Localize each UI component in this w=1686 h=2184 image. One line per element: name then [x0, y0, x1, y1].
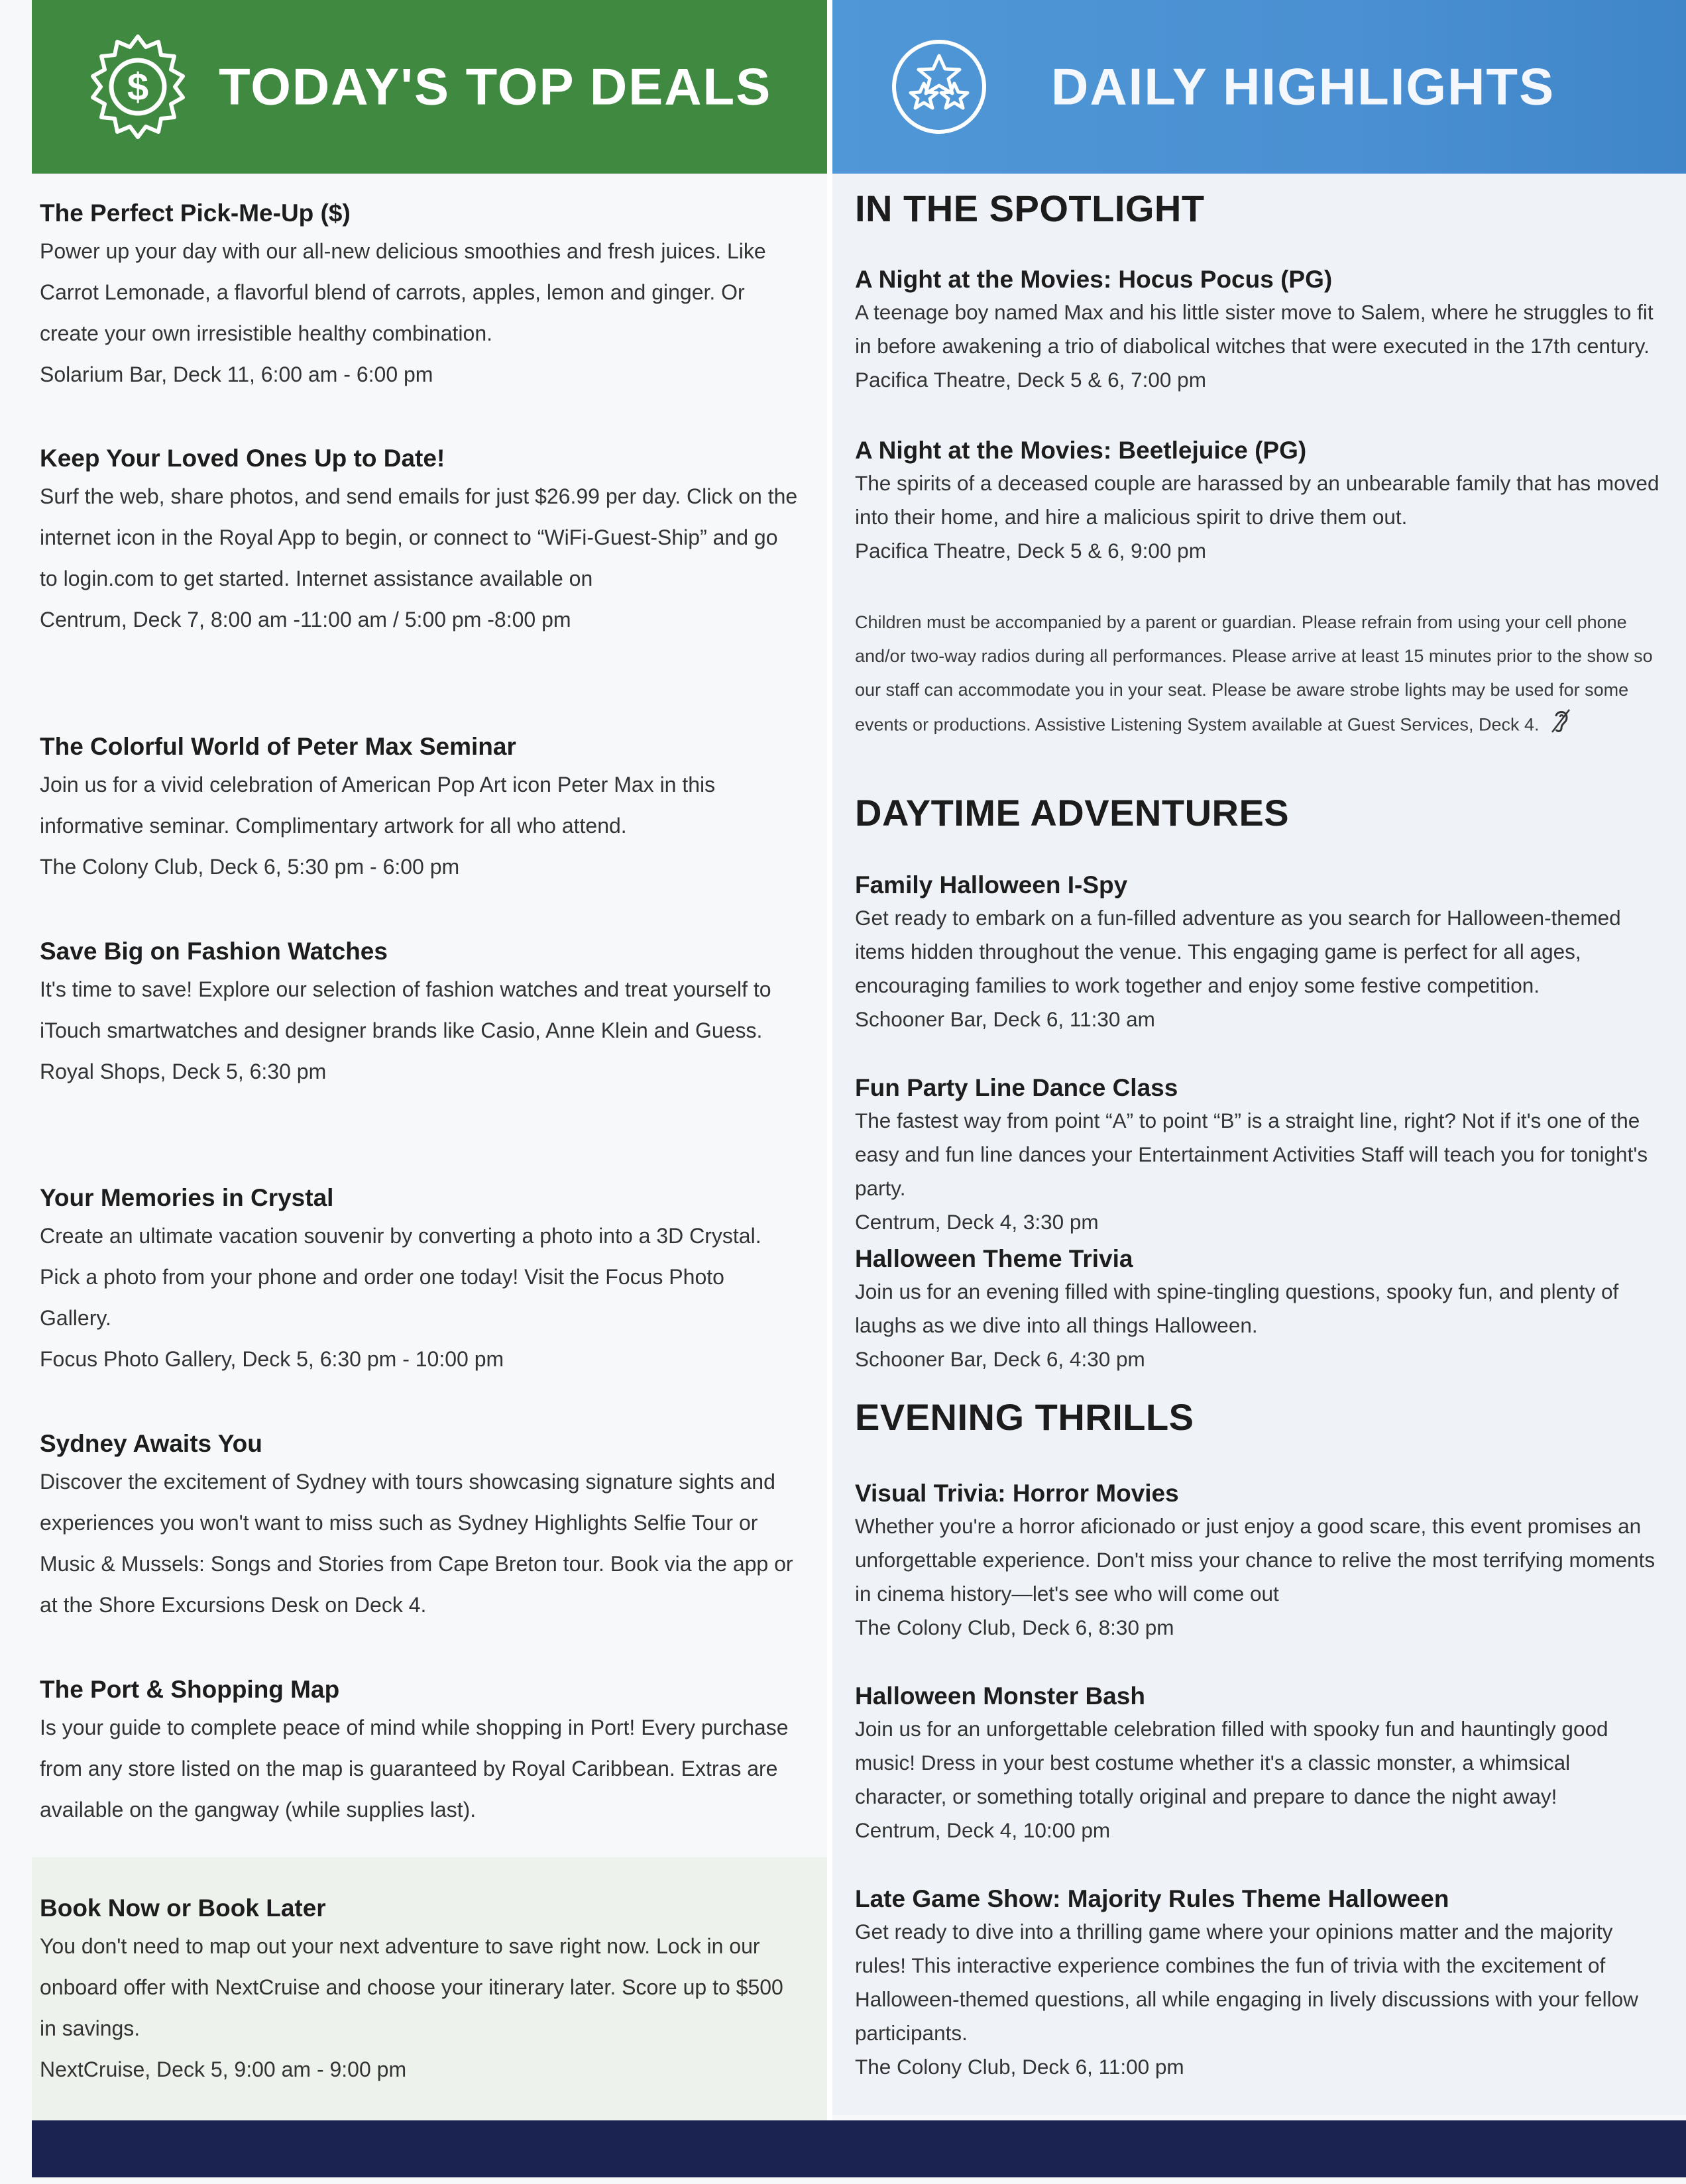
performance-notice: [855, 606, 1659, 745]
deal-title: Sydney Awaits You: [40, 1430, 262, 1457]
highlight-body: Get ready to dive into a thrilling game where your opinions matter and the majority rules! This interactive experience combines the fun of trivia with the excitement of Halloween-themed questions, all while engaging in lively discussions with your fellow participants.: [855, 1920, 1638, 2046]
deal-item: [32, 732, 827, 887]
highlight-body: Join us for an evening filled with spine-tingling questions, spooky fun, and plenty of laughs as we dive into all things Halloween.: [855, 1280, 1619, 1338]
deals-header: [32, 0, 827, 174]
highlight-title: A Night at the Movies: Hocus Pocus (PG): [855, 266, 1333, 293]
dollar-badge-icon: [85, 34, 191, 140]
highlight-title: Late Game Show: Majority Rules Theme Halloween: [855, 1885, 1449, 1912]
deal-title: Save Big on Fashion Watches: [40, 938, 388, 965]
deal-location: Centrum, Deck 7, 8:00 am -11:00 am / 5:00 pm -8:00 pm: [40, 608, 571, 632]
highlight-location: Schooner Bar, Deck 6, 4:30 pm: [855, 1347, 1145, 1372]
deals-column: [32, 174, 827, 2161]
highlight-body: The fastest way from point “A” to point “B” is a straight line, right? Not if it's one of the easy and fun line dances your Entertainment Activities Staff will teach you for tonight's party.: [855, 1109, 1648, 1201]
highlight-location: Centrum, Deck 4, 10:00 pm: [855, 1818, 1111, 1843]
highlight-location: Pacifica Theatre, Deck 5 & 6, 7:00 pm: [855, 368, 1206, 392]
highlight-item: [832, 1479, 1686, 1645]
notice-text: Children must be accompanied by a parent or guardian. Please refrain from using your cell phone and/or two-way radios during all performances. Please arrive at least 15 minutes prior to the show so our staff can accommodate you in your seat. Please be aware strobe lights may be used for some events or productions. Assistive Listening System available at Guest Services, Deck 4.: [855, 612, 1653, 735]
deal-title: Your Memories in Crystal: [40, 1184, 334, 1211]
highlight-body: A teenage boy named Max and his little sister move to Salem, where he struggles to fit in before awakening a trio of diabolical witches that were executed in the 17th century.: [855, 300, 1654, 358]
deal-location: The Colony Club, Deck 6, 5:30 pm - 6:00 pm: [40, 855, 460, 879]
deal-item: [32, 1429, 827, 1625]
highlights-header: [832, 0, 1686, 174]
deal-item: [32, 444, 827, 640]
deal-body: Is your guide to complete peace of mind while shopping in Port! Every purchase from any store listed on the map is guaranteed by Royal Caribbean. Extras are available on the gangway (while supplies last).: [40, 1716, 789, 1822]
column-divider: [827, 0, 832, 2120]
deal-location: Solarium Bar, Deck 11, 6:00 am - 6:00 pm: [40, 362, 433, 387]
deal-item: [32, 1894, 827, 2090]
highlight-title: Visual Trivia: Horror Movies: [855, 1480, 1179, 1507]
deal-item: [32, 1183, 827, 1380]
highlight-title: Halloween Theme Trivia: [855, 1245, 1133, 1272]
deal-body: Discover the excitement of Sydney with tours showcasing signature sights and experiences you won't want to miss such as Sydney Highlights Selfie Tour or Music & Mussels: Songs and Stories from Cape Breton tour. Book via the app or at the Shore Excursions Desk on Deck 4.: [40, 1470, 793, 1617]
highlight-location: The Colony Club, Deck 6, 8:30 pm: [855, 1615, 1174, 1640]
highlight-item: [832, 1682, 1686, 1847]
three-stars-icon: [889, 37, 989, 136]
deal-item: [32, 199, 827, 395]
highlight-body: Get ready to embark on a fun-filled adventure as you search for Halloween-themed items hidden throughout the venue. This engaging game is perfect for all ages, encouraging families to work together and enjoy some festive competition.: [855, 906, 1621, 998]
highlight-title: Family Halloween I-Spy: [855, 871, 1128, 899]
highlight-location: Centrum, Deck 4, 3:30 pm: [855, 1210, 1099, 1234]
highlight-body: Whether you're a horror aficionado or just enjoy a good scare, this event promises an unforgettable experience. Don't miss your chance to relive the most terrifying moments in cinema history—let's see who will come out: [855, 1514, 1656, 1606]
highlight-item: [832, 871, 1686, 1036]
deal-body: You don't need to map out your next adventure to save right now. Lock in our onboard offer with NextCruise and choose your itinerary later. Score up to $500 in savings.: [40, 1934, 783, 2041]
deal-body: Power up your day with our all-new delicious smoothies and fresh juices. Like Carrot Lemonade, a flavorful blend of carrots, apples, lemon and ginger. Or create your own irresistible healthy combination.: [40, 239, 766, 346]
highlight-item: [832, 436, 1686, 568]
highlight-item: [832, 1884, 1686, 2084]
deal-location: Royal Shops, Deck 5, 6:30 pm: [40, 1060, 327, 1084]
deal-title: The Colorful World of Peter Max Seminar: [40, 733, 516, 760]
highlight-body: The spirits of a deceased couple are harassed by an unbearable family that has moved into their home, and hire a malicious spirit to drive them out.: [855, 471, 1659, 529]
highlights-column: [832, 174, 1686, 2115]
highlights-title: DAILY HIGHLIGHTS: [1051, 57, 1555, 116]
highlight-body: Join us for an unforgettable celebration filled with spooky fun and hauntingly good music! Dress in your best costume whether it's a classic monster, a whimsical character, or something totally original and prepare to dance the night away!: [855, 1717, 1608, 1809]
highlight-location: Pacifica Theatre, Deck 5 & 6, 9:00 pm: [855, 539, 1206, 563]
highlight-item: [832, 1244, 1686, 1376]
highlight-title: A Night at the Movies: Beetlejuice (PG): [855, 437, 1307, 464]
deal-body: It's time to save! Explore our selection of fashion watches and treat yourself to iTouch smartwatches and designer brands like Casio, Anne Klein and Guess.: [40, 977, 771, 1043]
deal-body: Join us for a vivid celebration of American Pop Art icon Peter Max in this informative seminar. Complimentary artwork for all who attend.: [40, 773, 716, 838]
footer-bar: [32, 2120, 1686, 2177]
section-heading-daytime: DAYTIME ADVENTURES: [855, 792, 1290, 834]
section-heading-evening: EVENING THRILLS: [855, 1396, 1194, 1438]
deals-title: TODAY'S TOP DEALS: [219, 57, 772, 116]
deal-item: [32, 937, 827, 1092]
svg-text:$: $: [127, 66, 149, 109]
highlight-location: The Colony Club, Deck 6, 11:00 pm: [855, 2055, 1184, 2079]
highlight-item: [832, 265, 1686, 397]
deal-title: Keep Your Loved Ones Up to Date!: [40, 445, 445, 472]
highlight-title: Fun Party Line Dance Class: [855, 1074, 1178, 1101]
deal-body: Create an ultimate vacation souvenir by converting a photo into a 3D Crystal. Pick a photo from your phone and order one today! Visit the Focus Photo Gallery.: [40, 1224, 761, 1331]
deal-title: The Port & Shopping Map: [40, 1676, 340, 1703]
deal-location: NextCruise, Deck 5, 9:00 am - 9:00 pm: [40, 2057, 407, 2082]
deal-body: Surf the web, share photos, and send emails for just $26.99 per day. Click on the internet icon in the Royal App to begin, or connect to “WiFi-Guest-Ship” and go to login.com to get started. Internet assistance available on: [40, 484, 798, 591]
highlight-title: Halloween Monster Bash: [855, 1682, 1145, 1710]
highlight-item: [832, 1073, 1686, 1239]
deal-title: The Perfect Pick-Me-Up ($): [40, 199, 351, 227]
hearing-assist-icon: [1549, 707, 1572, 745]
section-heading-spotlight: IN THE SPOTLIGHT: [855, 188, 1205, 229]
highlight-location: Schooner Bar, Deck 6, 11:30 am: [855, 1007, 1155, 1032]
deal-location: Focus Photo Gallery, Deck 5, 6:30 pm - 10:00 pm: [40, 1347, 504, 1372]
deal-item: [32, 1675, 827, 1830]
deal-title: Book Now or Book Later: [40, 1894, 326, 1922]
